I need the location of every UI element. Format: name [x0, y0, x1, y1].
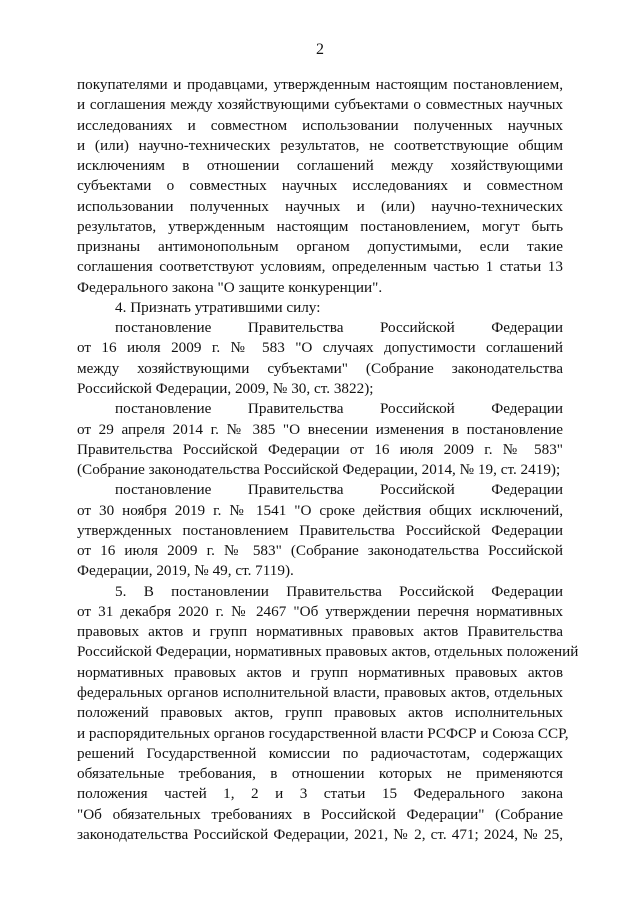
text-line: использовании полученных научных и (или) научно-технических: [77, 197, 563, 215]
text-line: от 16 июля 2009 г. № 583 "О случаях допустимости соглашений: [77, 339, 563, 357]
text-line: постановление Правительства Российской Федерации: [115, 319, 563, 337]
text-line: "Об обязательных требованиях в Российской Федерации" (Собрание: [77, 805, 563, 823]
text-line: исключениям в отношении соглашений между хозяйствующими: [77, 157, 563, 175]
text-line: субъектами о совместных научных исследованиях и совместном: [77, 177, 563, 195]
text-line: утвержденных постановлением Правительства Российской Федерации: [77, 521, 563, 539]
text-line: и (или) научно-технических результатов, не соответствующие общим: [77, 136, 563, 154]
text-line: (Собрание законодательства Российской Федерации, 2014, № 19, ст. 2419);: [77, 461, 561, 479]
text-line: исследованиях и совместном использовании полученных научных: [77, 116, 563, 134]
text-line: 4. Признать утратившими силу:: [115, 298, 321, 316]
text-line: между хозяйствующими субъектами" (Собрание законодательства: [77, 359, 563, 377]
text-line: признаны антимонопольным органом допустимыми, если такие: [77, 238, 563, 256]
text-line: постановление Правительства Российской Федерации: [115, 400, 563, 418]
text-line: от 30 ноября 2019 г. № 1541 "О сроке действия общих исключений,: [77, 501, 563, 519]
text-line: Правительства Российской Федерации от 16 июля 2009 г. № 583": [77, 440, 563, 458]
text-line: правовых актов и групп нормативных правовых актов Правительства: [77, 623, 563, 641]
text-line: Федерации, 2019, № 49, ст. 7119).: [77, 562, 294, 580]
text-line: и распорядительных органов государственной власти РСФСР и Союза ССР,: [77, 724, 569, 742]
text-line: от 29 апреля 2014 г. № 385 "О внесении изменения в постановление: [77, 420, 563, 438]
text-line: результатов, утвержденным настоящим постановлением, могут быть: [77, 217, 563, 235]
text-line: Российской Федерации, 2009, № 30, ст. 3822);: [77, 379, 374, 397]
text-line: обязательные требования, в отношении которых не применяются: [77, 765, 563, 783]
text-line: и соглашения между хозяйствующими субъектами о совместных научных: [77, 96, 563, 114]
text-line: положений правовых актов, групп правовых актов исполнительных: [77, 704, 563, 722]
text-line: постановление Правительства Российской Федерации: [115, 481, 563, 499]
text-line: положения частей 1, 2 и 3 статьи 15 Федерального закона: [77, 785, 563, 803]
text-line: 5. В постановлении Правительства Российской Федерации: [115, 582, 563, 600]
text-line: законодательства Российской Федерации, 2021, № 2, ст. 471; 2024, № 25,: [77, 825, 563, 843]
text-line: Федерального закона "О защите конкуренции".: [77, 278, 383, 296]
text-line: решений Государственной комиссии по радиочастотам, содержащих: [77, 744, 563, 762]
document-body: [77, 75, 579, 845]
text-line: от 16 июля 2009 г. № 583" (Собрание законодательства Российской: [77, 542, 563, 560]
text-line: федеральных органов исполнительной власти, правовых актов, отдельных: [77, 683, 563, 701]
text-line: Российской Федерации, нормативных правовых актов, отдельных положений: [77, 643, 579, 661]
text-line: соглашения соответствуют условиям, определенным частью 1 статьи 13: [77, 258, 563, 276]
text-line: покупателями и продавцами, утвержденным настоящим постановлением,: [77, 76, 563, 93]
text-line: нормативных правовых актов и групп нормативных правовых актов: [77, 663, 563, 681]
page-number: 2: [316, 41, 324, 58]
text-line: от 31 декабря 2020 г. № 2467 "Об утверждении перечня нормативных: [77, 602, 563, 620]
